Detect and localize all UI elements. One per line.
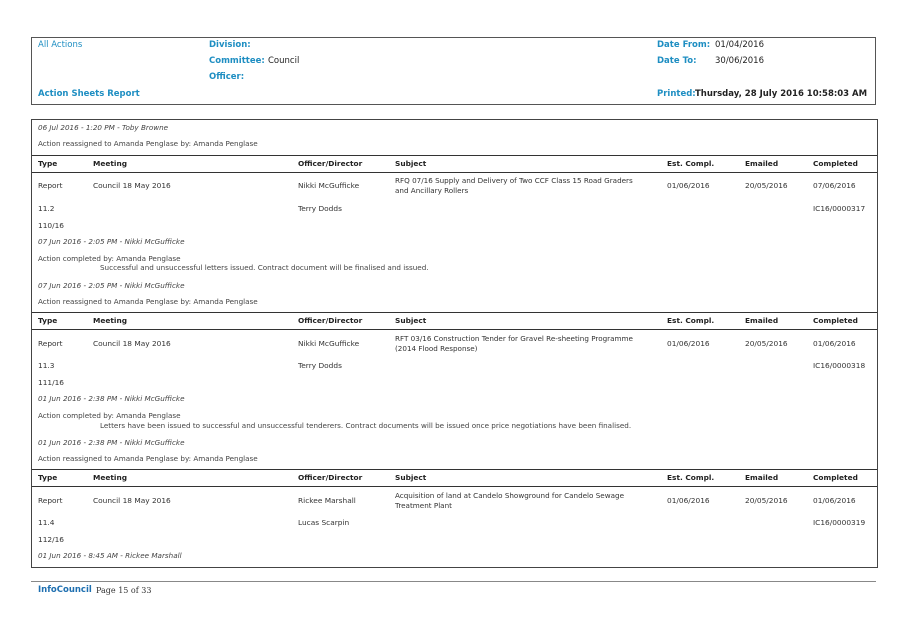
est-cell: 01/06/2016 bbox=[667, 181, 710, 190]
log-text: Action completed by: Amanda Penglase bbox=[38, 254, 181, 263]
subject-cell: RFT 03/16 Construction Tender for Gravel Re-sheeting Programme (2014 Flood Response) bbox=[395, 334, 633, 353]
director-cell: Terry Dodds bbox=[298, 361, 342, 370]
col-emailed: Emailed bbox=[745, 159, 779, 168]
type-cell: Report bbox=[38, 181, 63, 190]
ref-cell: IC16/0000319 bbox=[813, 518, 866, 527]
ref-cell: IC16/0000318 bbox=[813, 361, 866, 370]
committee-value: Council bbox=[268, 56, 300, 66]
column-header-row bbox=[32, 312, 877, 330]
column-header-row bbox=[32, 155, 877, 173]
col-officer: Officer/Director bbox=[298, 473, 363, 482]
column-header-row bbox=[32, 469, 877, 487]
col-est: Est. Compl. bbox=[667, 316, 715, 325]
emailed-cell: 20/05/2016 bbox=[745, 181, 788, 190]
log-entry: 01 Jun 2016 - 2:38 PM - Nikki McGufficke bbox=[38, 394, 185, 403]
col-subject: Subject bbox=[395, 159, 427, 168]
officer-cell: Rickee Marshall bbox=[298, 496, 356, 505]
est-cell: 01/06/2016 bbox=[667, 496, 710, 505]
col-emailed: Emailed bbox=[745, 316, 779, 325]
col-type: Type bbox=[38, 473, 58, 482]
num-cell: 112/16 bbox=[38, 535, 65, 544]
completed-cell: 07/06/2016 bbox=[813, 181, 856, 190]
footer-divider bbox=[31, 581, 876, 582]
col-subject: Subject bbox=[395, 473, 427, 482]
subject-cell: RFQ 07/16 Supply and Delivery of Two CCF Class 15 Road Graders and Ancillary Rollers bbox=[395, 176, 633, 195]
all-actions-link[interactable]: All Actions bbox=[38, 40, 83, 50]
infocouncil-brand: InfoCouncil bbox=[38, 585, 92, 595]
actions-table bbox=[31, 119, 878, 568]
director-cell: Terry Dodds bbox=[298, 204, 342, 213]
page-number: Page 15 of 33 bbox=[96, 586, 152, 595]
date-from-value: 01/04/2016 bbox=[715, 40, 764, 50]
completed-cell: 01/06/2016 bbox=[813, 496, 856, 505]
log-text: Action reassigned to Amanda Penglase by: Amanda Penglase bbox=[38, 454, 258, 463]
col-est: Est. Compl. bbox=[667, 473, 715, 482]
item-cell: 11.2 bbox=[38, 204, 55, 213]
log-detail: Successful and unsuccessful letters issued. Contract document will be finalised and issued. bbox=[100, 263, 429, 272]
col-completed: Completed bbox=[813, 159, 858, 168]
type-cell: Report bbox=[38, 339, 63, 348]
log-entry: 06 Jul 2016 - 1:20 PM - Toby Browne bbox=[38, 123, 169, 132]
emailed-cell: 20/05/2016 bbox=[745, 339, 788, 348]
col-meeting: Meeting bbox=[93, 316, 127, 325]
col-subject: Subject bbox=[395, 316, 427, 325]
ref-cell: IC16/0000317 bbox=[813, 204, 866, 213]
date-from-label: Date From: bbox=[657, 40, 711, 50]
col-officer: Officer/Director bbox=[298, 316, 363, 325]
report-title: Action Sheets Report bbox=[38, 89, 140, 99]
log-entry: 07 Jun 2016 - 2:05 PM - Nikki McGufficke bbox=[38, 281, 185, 290]
printed-value: Thursday, 28 July 2016 10:58:03 AM bbox=[695, 89, 868, 99]
col-completed: Completed bbox=[813, 316, 858, 325]
col-est: Est. Compl. bbox=[667, 159, 715, 168]
log-text: Action completed by: Amanda Penglase bbox=[38, 411, 181, 420]
officer-label: Officer: bbox=[209, 72, 245, 82]
col-type: Type bbox=[38, 159, 58, 168]
log-entry: 01 Jun 2016 - 2:38 PM - Nikki McGufficke bbox=[38, 438, 185, 447]
item-cell: 11.4 bbox=[38, 518, 55, 527]
num-cell: 111/16 bbox=[38, 378, 65, 387]
log-detail: Letters have been issued to successful and unsuccessful tenderers. Contract documents will be issued once price negotiations have been finalised. bbox=[100, 421, 632, 430]
officer-cell: Nikki McGufficke bbox=[298, 339, 360, 348]
date-to-value: 30/06/2016 bbox=[715, 56, 764, 66]
col-officer: Officer/Director bbox=[298, 159, 363, 168]
meeting-cell: Council 18 May 2016 bbox=[93, 181, 171, 190]
col-meeting: Meeting bbox=[93, 159, 127, 168]
log-entry: 07 Jun 2016 - 2:05 PM - Nikki McGufficke bbox=[38, 237, 185, 246]
col-emailed: Emailed bbox=[745, 473, 779, 482]
report-header bbox=[31, 37, 876, 105]
date-to-label: Date To: bbox=[657, 56, 697, 66]
completed-cell: 01/06/2016 bbox=[813, 339, 856, 348]
division-label: Division: bbox=[209, 40, 251, 50]
log-entry: 01 Jun 2016 - 8:45 AM - Rickee Marshall bbox=[38, 551, 182, 560]
est-cell: 01/06/2016 bbox=[667, 339, 710, 348]
director-cell: Lucas Scarpin bbox=[298, 518, 350, 527]
emailed-cell: 20/05/2016 bbox=[745, 496, 788, 505]
meeting-cell: Council 18 May 2016 bbox=[93, 339, 171, 348]
printed-label: Printed: bbox=[657, 89, 696, 99]
col-completed: Completed bbox=[813, 473, 858, 482]
item-cell: 11.3 bbox=[38, 361, 55, 370]
officer-cell: Nikki McGufficke bbox=[298, 181, 360, 190]
type-cell: Report bbox=[38, 496, 63, 505]
col-type: Type bbox=[38, 316, 58, 325]
log-text: Action reassigned to Amanda Penglase by: Amanda Penglase bbox=[38, 297, 258, 306]
log-text: Action reassigned to Amanda Penglase by: Amanda Penglase bbox=[38, 139, 258, 148]
col-meeting: Meeting bbox=[93, 473, 127, 482]
subject-cell: Acquisition of land at Candelo Showground for Candelo Sewage Treatment Plant bbox=[395, 491, 624, 510]
committee-label: Committee: bbox=[209, 56, 265, 66]
meeting-cell: Council 18 May 2016 bbox=[93, 496, 171, 505]
num-cell: 110/16 bbox=[38, 221, 65, 230]
